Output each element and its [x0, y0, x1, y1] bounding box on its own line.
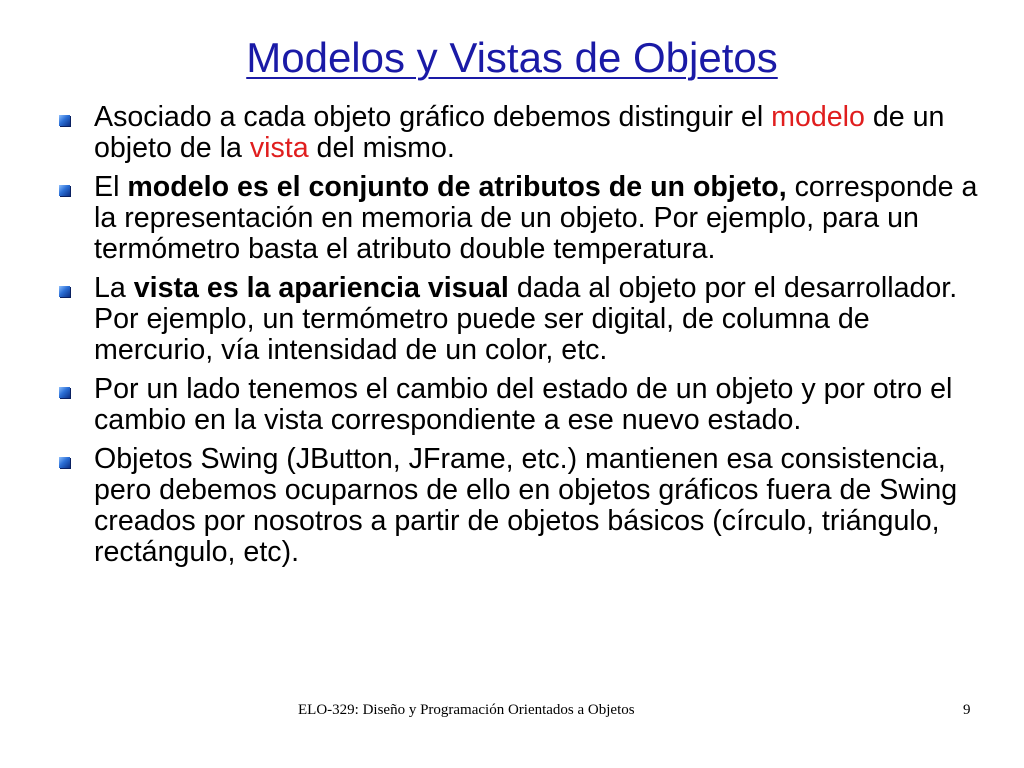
- bullet-3-bold: vista es la apariencia visual: [133, 272, 509, 304]
- bullet-2-lead: El: [94, 171, 128, 203]
- bullet-5-text: Objetos Swing (JButton, JFrame, etc.) mantienen esa consistencia, pero debemos ocuparnos de ello en objetos gráficos fuera de Swing creados por nosotros a partir de objetos básicos (círculo, triángulo, rectángulo, etc).: [94, 443, 958, 568]
- bullet-2-bold: modelo es el conjunto de atributos de un objeto,: [127, 171, 787, 203]
- bullet-item-3: [56, 273, 986, 366]
- bullet-item-2: [56, 172, 986, 265]
- bullet-1-middle: de un objeto de la: [94, 101, 945, 164]
- page-number: 9: [963, 702, 971, 718]
- bullet-2-rest: corresponde a la representación en memoria de un objeto. Por ejemplo, para un termómetro basta el atributo double temperatura.: [94, 171, 978, 265]
- bullet-1-suffix: del mismo.: [308, 132, 455, 164]
- bullet-1-prefix: Asociado a cada objeto gráfico debemos distinguir el: [94, 101, 772, 133]
- bullet-1-highlight-modelo: modelo: [771, 101, 865, 133]
- bullet-4-text: Por un lado tenemos el cambio del estado de un objeto y por otro el cambio en la vista correspondiente a ese nuevo estado.: [94, 373, 953, 436]
- footer-course-title: ELO-329: Diseño y Programación Orientados a Objetos: [298, 702, 635, 718]
- square-bullet-icon: [59, 457, 70, 468]
- square-bullet-icon: [59, 185, 70, 196]
- bullet-3-rest: dada al objeto por el desarrollador. Por ejemplo, un termómetro puede ser digital, de columna de mercurio, vía intensidad de un color, etc.: [94, 272, 958, 366]
- square-bullet-icon: [59, 286, 70, 297]
- bullet-3-lead: La: [94, 272, 134, 304]
- bullet-list: [56, 102, 986, 576]
- slide-footer: [0, 700, 1024, 726]
- slide-title: Modelos y Vistas de Objetos: [246, 34, 778, 81]
- square-bullet-icon: [59, 387, 70, 398]
- bullet-item-1: [56, 102, 986, 164]
- bullet-item-4: [56, 374, 986, 436]
- bullet-1-highlight-vista: vista: [249, 132, 309, 164]
- bullet-item-5: [56, 444, 986, 568]
- square-bullet-icon: [59, 115, 70, 126]
